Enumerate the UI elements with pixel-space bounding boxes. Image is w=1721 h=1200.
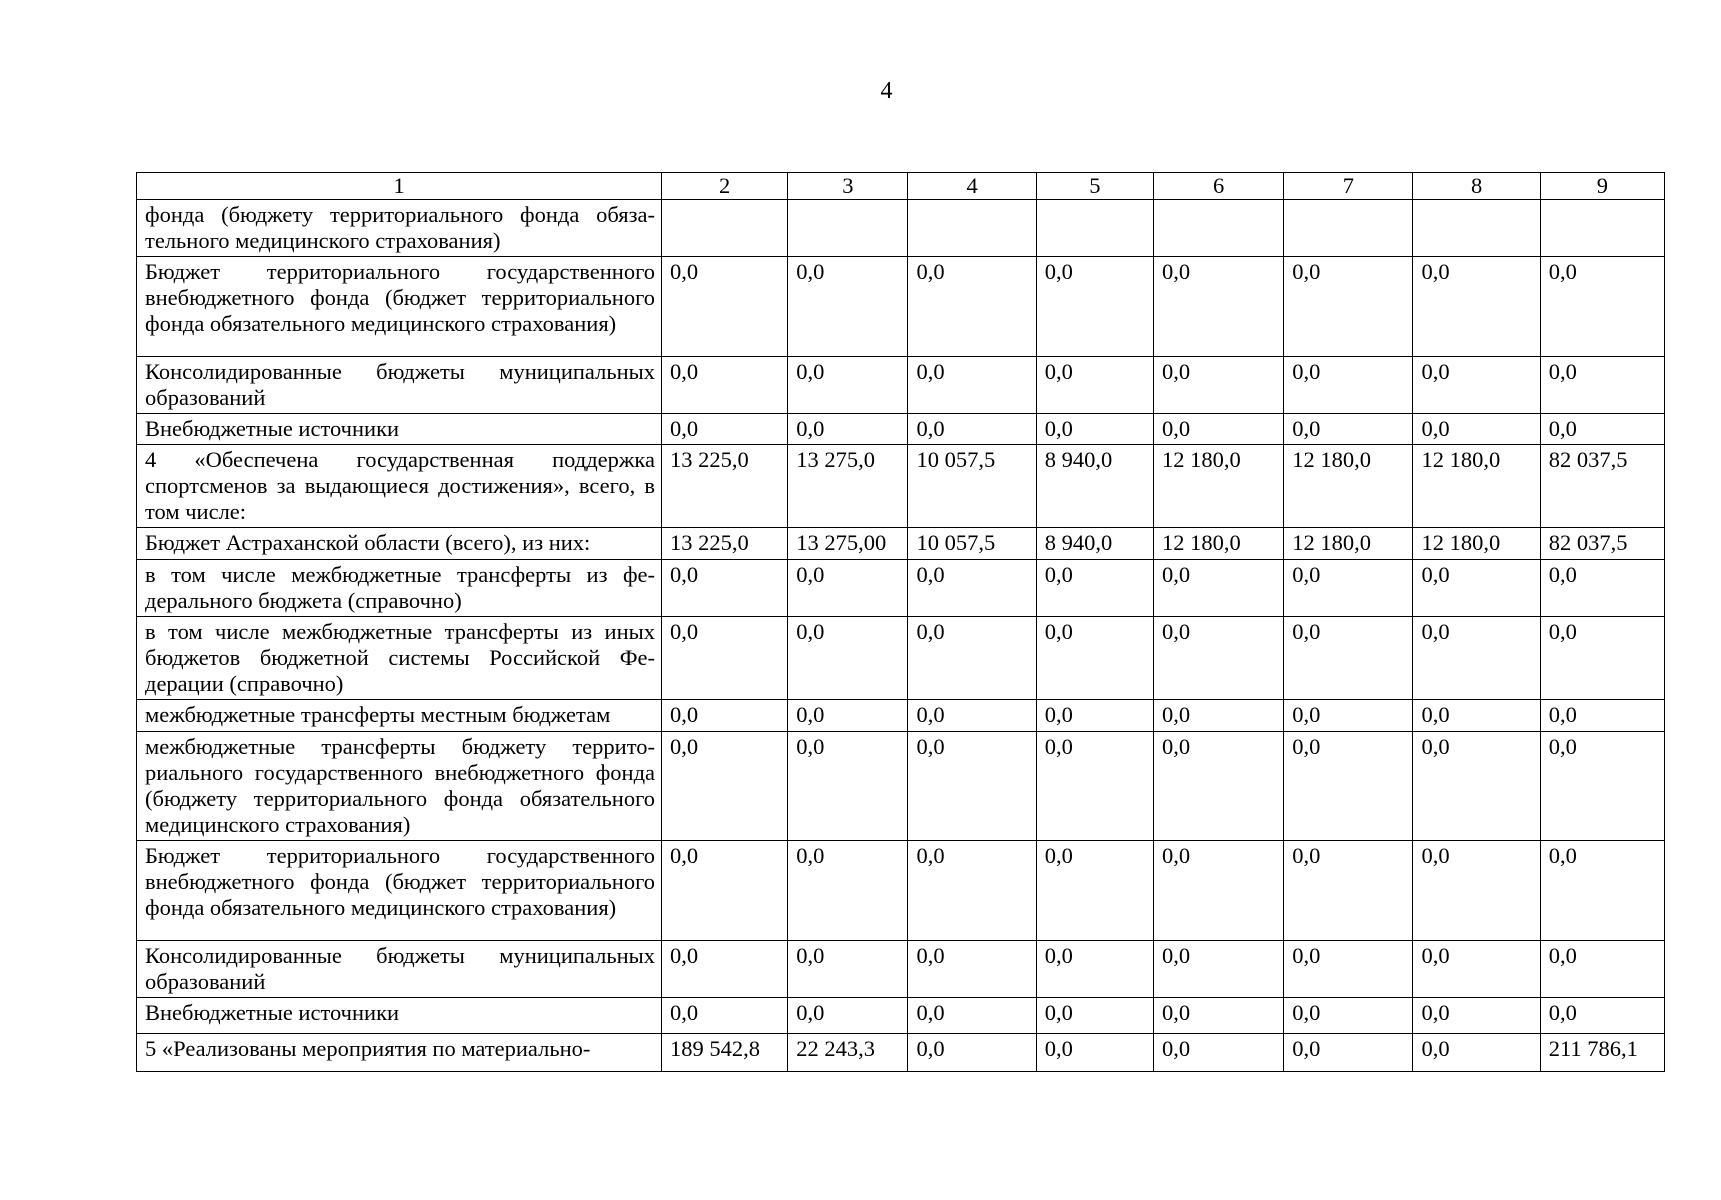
table-header [137, 173, 1665, 200]
header-cell: 7 [1284, 173, 1413, 200]
value-cell: 0,0 [1540, 617, 1664, 700]
value-cell: 82 037,5 [1540, 445, 1664, 528]
header-row [137, 173, 1665, 200]
value-cell: 0,0 [788, 732, 908, 841]
value-cell: 0,0 [1036, 1034, 1153, 1072]
row-label-cell: Консолидированные бюджеты муниципальных образований [137, 941, 662, 998]
value-cell: 0,0 [1036, 841, 1153, 941]
table-row [137, 841, 1665, 941]
value-cell: 0,0 [1153, 841, 1283, 941]
value-cell: 0,0 [788, 617, 908, 700]
table-row [137, 700, 1665, 732]
value-cell: 0,0 [1413, 357, 1540, 414]
value-cell: 0,0 [662, 357, 788, 414]
value-cell: 8 940,0 [1036, 445, 1153, 528]
value-cell: 0,0 [1284, 414, 1413, 445]
value-cell: 0,0 [662, 414, 788, 445]
value-cell: 22 243,3 [788, 1034, 908, 1072]
row-label-cell: Бюджет территориального государственного внебюджетного фонда (бюджет территориального фонда обязательного медицинского страхования) [137, 841, 662, 941]
value-cell: 0,0 [662, 560, 788, 617]
value-cell: 0,0 [1413, 700, 1540, 732]
value-cell: 0,0 [1036, 732, 1153, 841]
table-row [137, 560, 1665, 617]
value-cell: 0,0 [1413, 560, 1540, 617]
table-row [137, 414, 1665, 445]
value-cell [1284, 200, 1413, 257]
value-cell: 0,0 [908, 617, 1036, 700]
value-cell: 0,0 [908, 1034, 1036, 1072]
value-cell [662, 200, 788, 257]
value-cell [1413, 200, 1540, 257]
row-label-cell: в том числе межбюджетные трансферты из иных бюджетов бюджетной системы Российской Федерации (справочно) [137, 617, 662, 700]
value-cell: 0,0 [1036, 998, 1153, 1034]
value-cell: 0,0 [1036, 414, 1153, 445]
value-cell: 189 542,8 [662, 1034, 788, 1072]
value-cell [908, 200, 1036, 257]
value-cell: 12 180,0 [1284, 528, 1413, 560]
value-cell [1153, 200, 1283, 257]
value-cell: 0,0 [908, 257, 1036, 357]
header-cell: 4 [908, 173, 1036, 200]
value-cell: 13 275,00 [788, 528, 908, 560]
value-cell: 0,0 [1153, 617, 1283, 700]
value-cell: 0,0 [1284, 700, 1413, 732]
value-cell: 0,0 [1036, 941, 1153, 998]
value-cell: 0,0 [1540, 257, 1664, 357]
value-cell: 0,0 [788, 700, 908, 732]
value-cell: 0,0 [1284, 998, 1413, 1034]
value-cell: 0,0 [662, 732, 788, 841]
value-cell: 0,0 [1153, 257, 1283, 357]
table-row [137, 357, 1665, 414]
value-cell: 0,0 [662, 998, 788, 1034]
value-cell [788, 200, 908, 257]
value-cell: 12 180,0 [1413, 445, 1540, 528]
value-cell: 12 180,0 [1153, 445, 1283, 528]
table-body [137, 200, 1665, 1072]
value-cell: 0,0 [908, 560, 1036, 617]
value-cell: 0,0 [1284, 941, 1413, 998]
header-cell: 9 [1540, 173, 1664, 200]
value-cell: 0,0 [1284, 560, 1413, 617]
table-row [137, 998, 1665, 1034]
value-cell: 0,0 [1153, 414, 1283, 445]
value-cell: 0,0 [1413, 617, 1540, 700]
table-row [137, 617, 1665, 700]
value-cell: 12 180,0 [1153, 528, 1283, 560]
table-row [137, 445, 1665, 528]
value-cell: 0,0 [908, 357, 1036, 414]
value-cell: 0,0 [1036, 700, 1153, 732]
value-cell: 13 225,0 [662, 445, 788, 528]
value-cell: 0,0 [662, 841, 788, 941]
value-cell: 10 057,5 [908, 445, 1036, 528]
value-cell: 0,0 [908, 414, 1036, 445]
row-label-cell: межбюджетные трансферты местным бюджетам [137, 700, 662, 732]
table-row [137, 200, 1665, 257]
header-cell: 8 [1413, 173, 1540, 200]
page-number: 4 [880, 78, 893, 104]
table-row [137, 257, 1665, 357]
value-cell [1036, 200, 1153, 257]
value-cell: 0,0 [1540, 841, 1664, 941]
value-cell: 0,0 [908, 941, 1036, 998]
value-cell: 0,0 [1413, 841, 1540, 941]
value-cell: 0,0 [1153, 941, 1283, 998]
row-label-cell: фонда (бюджету территориального фонда обязательного медицинского страхования) [137, 200, 662, 257]
row-label-cell: Внебюджетные источники [137, 414, 662, 445]
value-cell: 0,0 [1284, 732, 1413, 841]
header-cell: 2 [662, 173, 788, 200]
value-cell: 0,0 [1153, 1034, 1283, 1072]
row-label-cell: Бюджет Астраханской области (всего), из них: [137, 528, 662, 560]
value-cell: 0,0 [662, 617, 788, 700]
row-label-cell: межбюджетные трансферты бюджету территориального государственного внебюджетного фонда (бюджету территориального фонда обязательного медицинского страхования) [137, 732, 662, 841]
row-label-cell: Внебюджетные источники [137, 998, 662, 1034]
value-cell: 0,0 [1284, 1034, 1413, 1072]
value-cell: 0,0 [1284, 357, 1413, 414]
row-label-cell: Консолидированные бюджеты муниципальных образований [137, 357, 662, 414]
value-cell: 0,0 [1413, 998, 1540, 1034]
value-cell: 0,0 [1540, 560, 1664, 617]
value-cell: 0,0 [1540, 357, 1664, 414]
value-cell: 0,0 [1540, 941, 1664, 998]
value-cell: 0,0 [788, 357, 908, 414]
header-cell: 1 [137, 173, 662, 200]
table-row [137, 528, 1665, 560]
value-cell: 12 180,0 [1413, 528, 1540, 560]
table-row [137, 941, 1665, 998]
value-cell: 0,0 [788, 998, 908, 1034]
header-cell: 3 [788, 173, 908, 200]
value-cell: 0,0 [1284, 617, 1413, 700]
value-cell: 0,0 [1413, 414, 1540, 445]
value-cell: 0,0 [662, 941, 788, 998]
value-cell: 0,0 [788, 941, 908, 998]
value-cell: 0,0 [1036, 357, 1153, 414]
value-cell: 0,0 [1540, 414, 1664, 445]
row-label-cell: Бюджет территориального государственного внебюджетного фонда (бюджет территориального фонда обязательного медицинского страхования) [137, 257, 662, 357]
value-cell: 0,0 [788, 560, 908, 617]
value-cell: 0,0 [788, 841, 908, 941]
row-label-cell: 5 «Реализованы мероприятия по материально- [137, 1034, 662, 1072]
value-cell: 8 940,0 [1036, 528, 1153, 560]
value-cell: 0,0 [662, 257, 788, 357]
value-cell: 13 225,0 [662, 528, 788, 560]
value-cell: 211 786,1 [1540, 1034, 1664, 1072]
value-cell: 0,0 [1284, 257, 1413, 357]
value-cell: 0,0 [1540, 732, 1664, 841]
value-cell: 0,0 [1540, 700, 1664, 732]
value-cell: 13 275,0 [788, 445, 908, 528]
value-cell: 0,0 [662, 700, 788, 732]
value-cell: 0,0 [908, 700, 1036, 732]
table-row [137, 732, 1665, 841]
value-cell: 0,0 [1284, 841, 1413, 941]
value-cell: 0,0 [1153, 357, 1283, 414]
value-cell: 10 057,5 [908, 528, 1036, 560]
value-cell: 0,0 [788, 257, 908, 357]
row-label-cell: в том числе межбюджетные трансферты из федерального бюджета (справочно) [137, 560, 662, 617]
value-cell [1540, 200, 1664, 257]
value-cell: 0,0 [1036, 617, 1153, 700]
value-cell: 0,0 [1153, 998, 1283, 1034]
value-cell: 0,0 [1036, 257, 1153, 357]
budget-table [136, 172, 1665, 1072]
header-cell: 6 [1153, 173, 1283, 200]
header-cell: 5 [1036, 173, 1153, 200]
value-cell: 0,0 [1153, 732, 1283, 841]
value-cell: 82 037,5 [1540, 528, 1664, 560]
value-cell: 0,0 [908, 998, 1036, 1034]
value-cell: 0,0 [1413, 1034, 1540, 1072]
value-cell: 0,0 [1413, 257, 1540, 357]
value-cell: 0,0 [1413, 732, 1540, 841]
budget-table-container [136, 172, 1665, 1072]
value-cell: 0,0 [788, 414, 908, 445]
value-cell: 0,0 [1153, 560, 1283, 617]
value-cell: 0,0 [1540, 998, 1664, 1034]
row-label-cell: 4 «Обеспечена государственная поддержка спортсменов за выдающиеся достижения», всего, в том числе: [137, 445, 662, 528]
value-cell: 0,0 [1153, 700, 1283, 732]
value-cell: 0,0 [908, 841, 1036, 941]
value-cell: 0,0 [908, 732, 1036, 841]
table-row [137, 1034, 1665, 1072]
value-cell: 0,0 [1413, 941, 1540, 998]
value-cell: 12 180,0 [1284, 445, 1413, 528]
value-cell: 0,0 [1036, 560, 1153, 617]
